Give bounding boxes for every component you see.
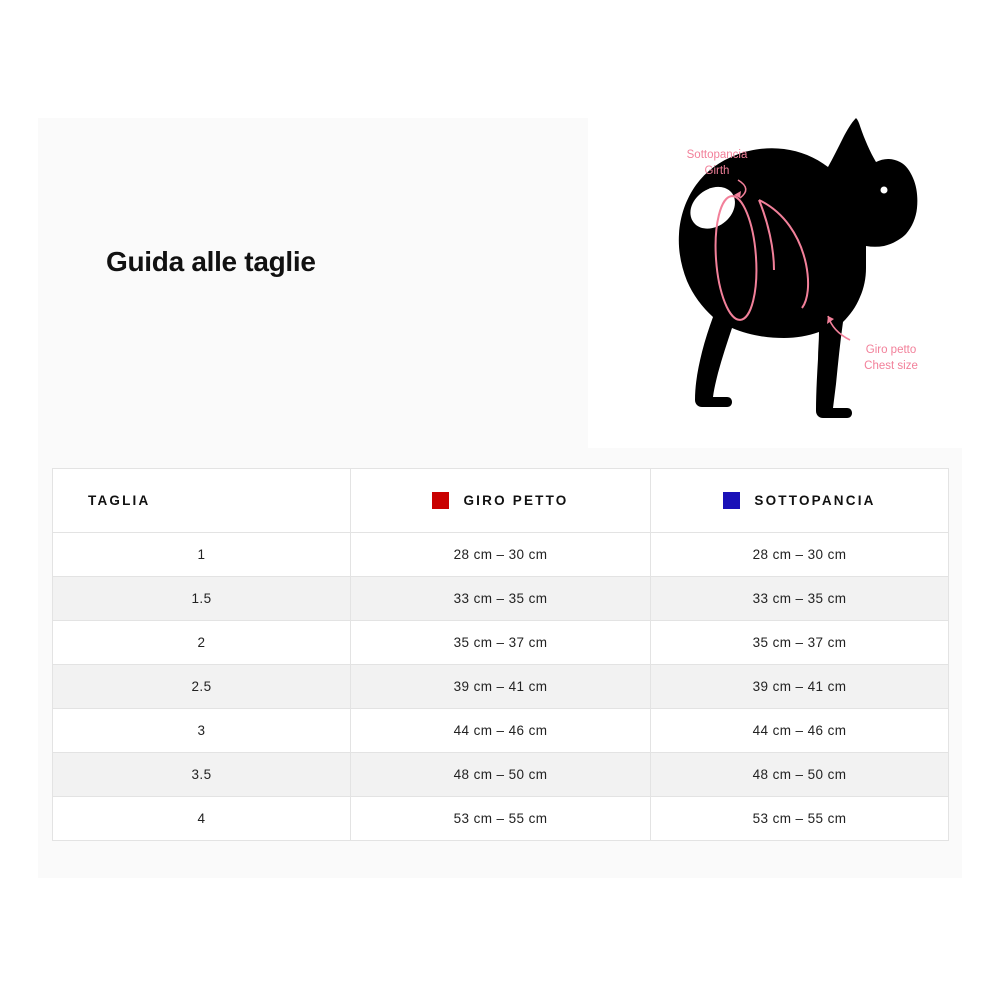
table-body	[53, 533, 949, 841]
table-row	[53, 533, 949, 577]
table-row	[53, 621, 949, 665]
table-cell-size: 2.5	[53, 665, 351, 709]
table-cell-girth: 33 cm – 35 cm	[651, 577, 949, 621]
table-cell-girth: 48 cm – 50 cm	[651, 753, 949, 797]
girth-color-swatch	[723, 492, 740, 509]
header-label-girth: SOTTOPANCIA	[754, 493, 876, 508]
table-cell-size: 4	[53, 797, 351, 841]
header-label-chest: GIRO PETTO	[463, 493, 569, 508]
page-title: Guida alle taglie	[106, 246, 316, 277]
size-guide-card	[38, 118, 962, 878]
table-cell-chest: 44 cm – 46 cm	[351, 709, 651, 753]
table-cell-chest: 28 cm – 30 cm	[351, 533, 651, 577]
table-row	[53, 797, 949, 841]
table-row	[53, 577, 949, 621]
header-cell-girth	[651, 469, 949, 533]
table-cell-girth: 53 cm – 55 cm	[651, 797, 949, 841]
chest-color-swatch	[432, 492, 449, 509]
table-cell-girth: 39 cm – 41 cm	[651, 665, 949, 709]
table-row	[53, 709, 949, 753]
table-cell-girth: 28 cm – 30 cm	[651, 533, 949, 577]
table-cell-chest: 39 cm – 41 cm	[351, 665, 651, 709]
size-table	[52, 468, 949, 841]
chest-label-line2: Chest size	[864, 360, 918, 372]
girth-label-line2: Girth	[704, 165, 730, 177]
header-cell-size	[53, 469, 351, 533]
table-row	[53, 665, 949, 709]
table-cell-size: 3	[53, 709, 351, 753]
table-cell-girth: 35 cm – 37 cm	[651, 621, 949, 665]
table-cell-size: 3.5	[53, 753, 351, 797]
table-cell-size: 1	[53, 533, 351, 577]
chest-label-line1: Giro petto	[865, 344, 917, 356]
table-cell-size: 1.5	[53, 577, 351, 621]
header-label-size: TAGLIA	[88, 493, 151, 508]
table-cell-girth: 44 cm – 46 cm	[651, 709, 949, 753]
table-cell-chest: 53 cm – 55 cm	[351, 797, 651, 841]
dog-measurement-illustration	[588, 118, 962, 448]
girth-label-line1: Sottopancia	[686, 149, 748, 161]
table-row	[53, 753, 949, 797]
size-table-container	[52, 468, 948, 841]
table-cell-size: 2	[53, 621, 351, 665]
table-cell-chest: 33 cm – 35 cm	[351, 577, 651, 621]
header-cell-chest	[351, 469, 651, 533]
table-header	[53, 469, 949, 533]
table-cell-chest: 35 cm – 37 cm	[351, 621, 651, 665]
card-header-area	[38, 118, 962, 448]
table-header-row	[53, 469, 949, 533]
table-cell-chest: 48 cm – 50 cm	[351, 753, 651, 797]
dog-silhouette	[679, 118, 918, 418]
